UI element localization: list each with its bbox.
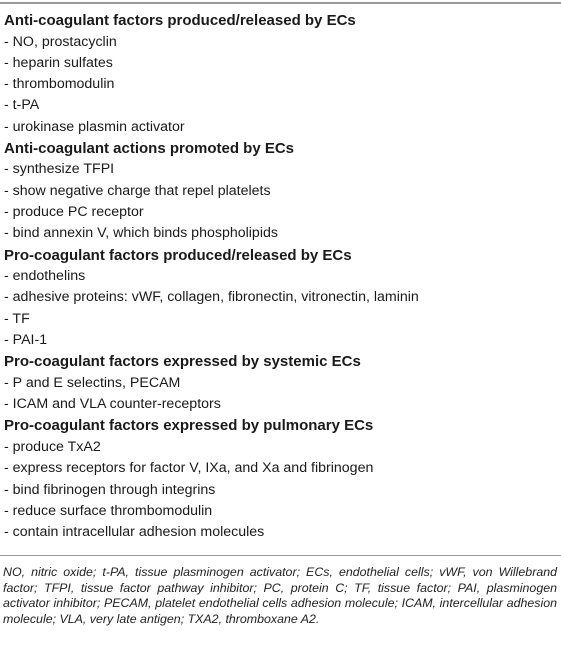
list-item: - P and E selectins, PECAM xyxy=(4,374,181,391)
list-item: - bind fibrinogen through integrins xyxy=(4,481,216,498)
section-pro-coagulant-systemic xyxy=(0,351,558,415)
list-item: - bind annexin V, which binds phospholipids xyxy=(4,225,278,242)
list-item: - adhesive proteins: vWF, collagen, fibronectin, vitronectin, laminin xyxy=(4,289,419,306)
top-rule xyxy=(0,2,561,4)
list-item: - thrombomodulin xyxy=(4,76,115,93)
list-item: - heparin sulfates xyxy=(4,54,113,71)
section-heading: Anti-coagulant factors produced/released by ECs xyxy=(4,12,356,29)
factor-table xyxy=(0,10,558,543)
list-item: - contain intracellular adhesion molecules xyxy=(4,524,265,541)
list-item: - produce PC receptor xyxy=(4,204,144,221)
table-footnote: NO, nitric oxide; t-PA, tissue plasminogen activator; ECs, endothelial cells; vWF, von Willebrand factor; TFPI, tissue factor pathway inhibitor; PC, protein C; TF, tissue factor; PAI, plasminogen activator inhibitor; PECAM, platelet endothelial cells adhesion molecule; ICAM, intercellular adhesion molecule; VLA, very late antigen; TXA2, thromboxane A2. xyxy=(3,565,557,626)
list-item: - TF xyxy=(4,310,30,327)
footnote-divider xyxy=(0,555,561,556)
list-item: - synthesize TFPI xyxy=(4,161,115,178)
section-anti-coagulant-actions xyxy=(0,138,558,245)
section-heading: Pro-coagulant factors expressed by systemic ECs xyxy=(4,353,361,371)
list-item: - NO, prostacyclin xyxy=(4,33,117,50)
list-item: - endothelins xyxy=(4,268,86,285)
list-item: - show negative charge that repel platelets xyxy=(4,182,271,199)
section-heading: Pro-coagulant factors expressed by pulmonary ECs xyxy=(4,417,374,435)
section-heading: Pro-coagulant factors produced/released by ECs xyxy=(4,246,352,264)
list-item: - produce TxA2 xyxy=(4,438,101,455)
list-item: - PAI-1 xyxy=(4,332,48,349)
list-item: - ICAM and VLA counter-receptors xyxy=(4,396,221,413)
section-anti-coagulant-released xyxy=(0,10,558,138)
section-heading: Anti-coagulant actions promoted by ECs xyxy=(4,139,295,157)
section-pro-coagulant-pulmonary xyxy=(0,415,558,543)
list-item: - urokinase plasmin activator xyxy=(4,118,185,135)
list-item: - reduce surface thrombomodulin xyxy=(4,502,213,519)
list-item: - express receptors for factor V, IXa, and Xa and fibrinogen xyxy=(4,460,374,477)
list-item: - t-PA xyxy=(4,97,40,114)
section-pro-coagulant-released xyxy=(0,245,558,352)
